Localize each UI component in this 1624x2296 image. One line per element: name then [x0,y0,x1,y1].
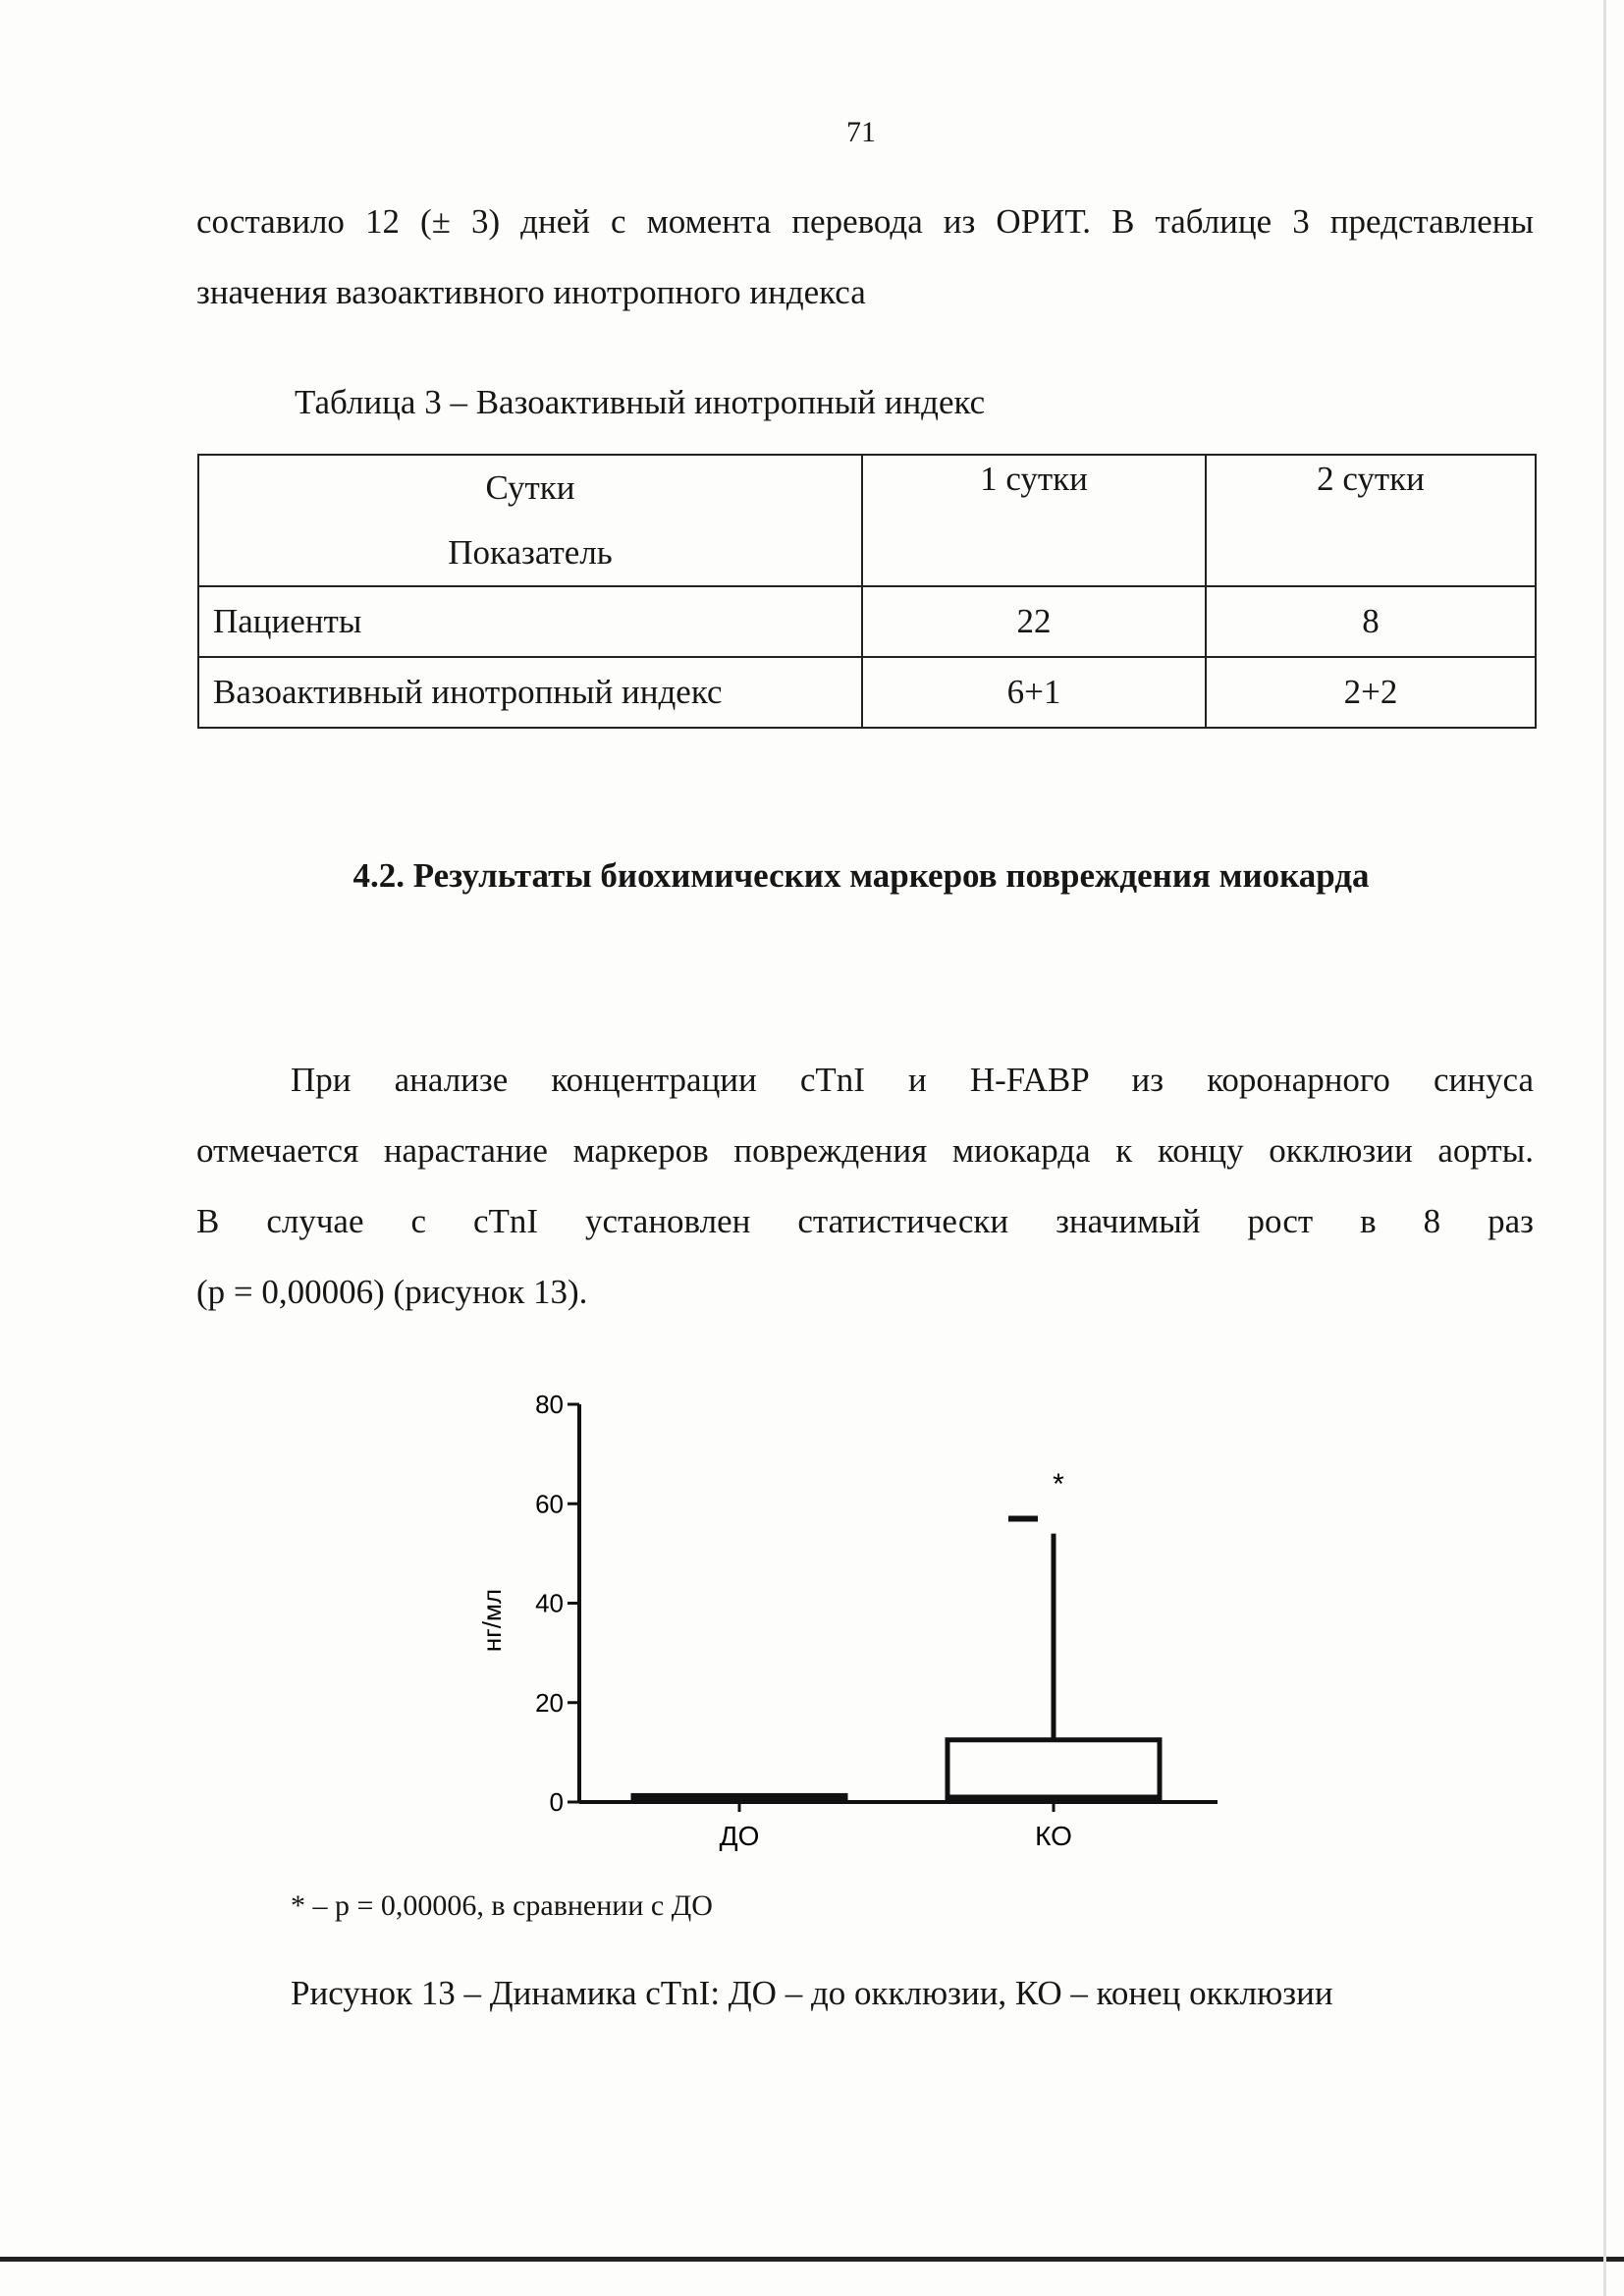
bottom-scan-border [0,2257,1624,2262]
box-1 [947,1740,1160,1800]
significance-marker: * [1053,1468,1064,1502]
intro-paragraph [196,187,1534,328]
y-tick-label: 60 [535,1489,564,1519]
figure-caption: Рисунок 13 – Динамика cTnI: ДО – до окклюзии, КО – конец окклюзии [291,1974,1333,2012]
body-paragraph [196,1045,1534,1328]
column-header: 2 сутки [1206,455,1536,586]
header-corner-cell [198,455,862,586]
y-tick-label: 0 [549,1787,564,1817]
y-axis-label: нг/мл [477,1588,507,1653]
body-line: В случае с cTnI установлен статистически значимый рост в 8 раз [196,1202,1534,1240]
row-label: Пациенты [198,586,862,657]
table-row [198,586,1536,657]
right-scan-edge [1603,0,1606,2296]
table-header-row [198,455,1536,586]
x-tick-label: КО [1035,1821,1072,1851]
x-tick-label: ДО [719,1821,760,1851]
y-axis [535,1390,579,1817]
row-label: Вазоактивный инотропный индекс [198,657,862,728]
page-number: 71 [846,116,876,148]
table-row [198,657,1536,728]
intro-line: составило 12 (± 3) дней с момента перевода из ОРИТ. В таблице 3 представлены [196,202,1534,241]
body-line: (p = 0,00006) (рисунок 13). [196,1273,588,1311]
table-cell: 8 [1206,586,1536,657]
table-cell: 6+1 [862,657,1206,728]
table-cell: 2+2 [1206,657,1536,728]
intro-line: значения вазоактивного инотропного индекса [196,273,866,311]
header-days: Сутки [485,468,575,507]
header-indicator: Показатель [448,533,613,572]
y-tick-label: 20 [535,1687,564,1718]
y-tick-label: 80 [535,1390,564,1419]
y-tick-label: 40 [535,1588,564,1618]
section-heading: 4.2. Результаты биохимических маркеров повреждения миокарда [352,856,1370,895]
significance-note: * – p = 0,00006, в сравнении с ДО [291,1889,713,1922]
body-line: При анализе концентрации cTnI и H-FABP из коронарного синуса [291,1061,1534,1099]
box-series [633,1518,1160,1801]
box-plot-chart [461,1355,1247,1866]
body-line: отмечается нарастание маркеров повреждения миокарда к концу окклюзии аорты. [196,1131,1534,1170]
table-cell: 22 [862,586,1206,657]
column-header: 1 сутки [862,455,1206,586]
data-table [197,454,1537,729]
table-caption: Таблица 3 – Вазоактивный инотропный индекс [295,383,986,421]
x-axis [579,1802,1218,1851]
